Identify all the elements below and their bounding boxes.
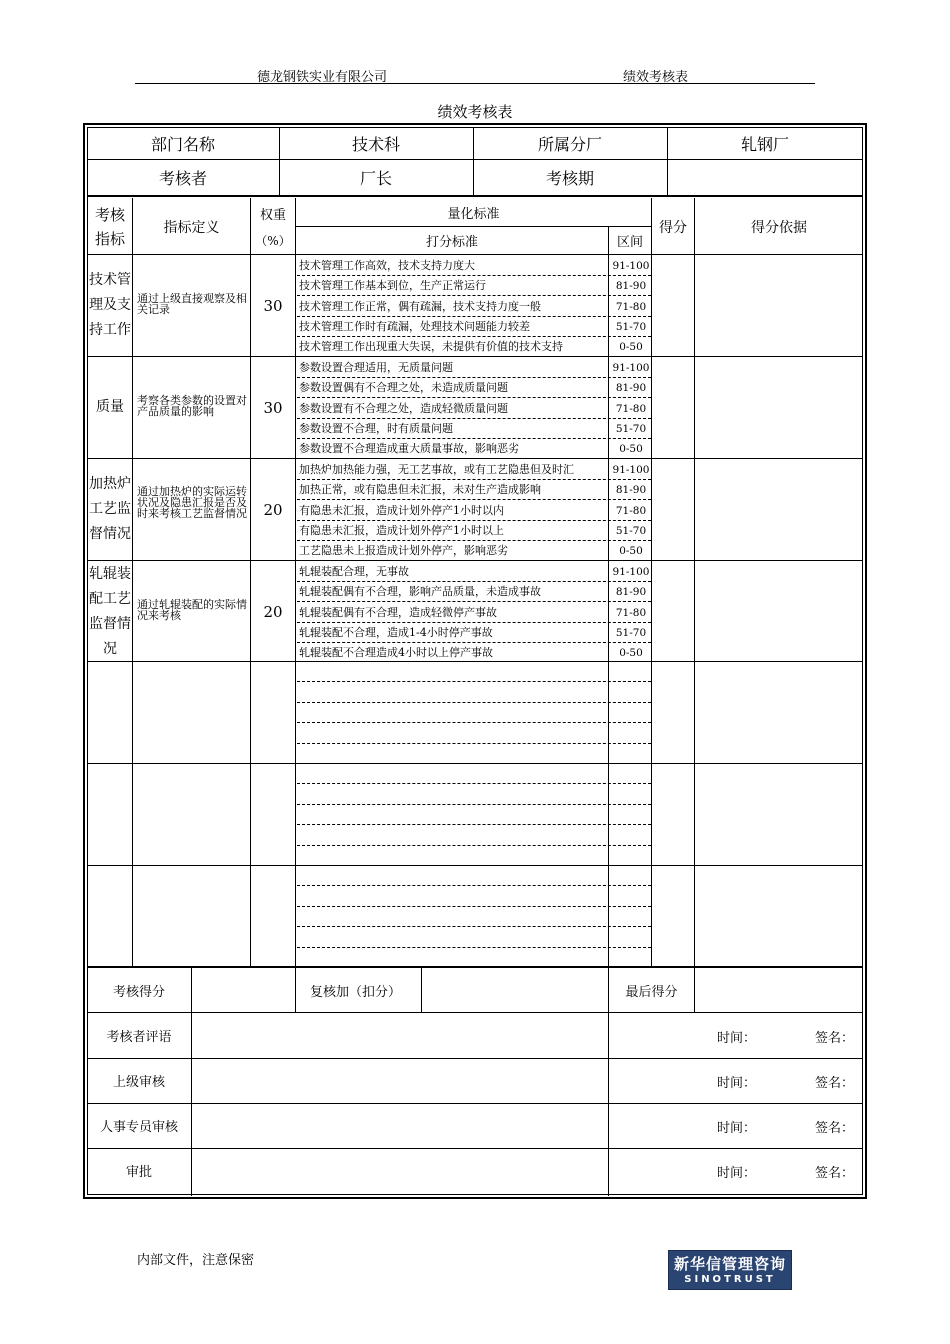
score-label: 考核得分 [112,984,165,1000]
criterion-dash-line [297,622,651,623]
criterion-range: 51-70 [615,422,647,435]
criterion-dash-line [297,438,651,439]
blank-row-indicator-input[interactable] [88,662,132,763]
criterion-range: 51-70 [615,524,647,537]
col-header-weight-unit: （%） [255,234,291,248]
criterion-dash-line [297,336,651,337]
criterion-range: 91-100 [612,362,650,374]
criterion-dash-line [297,316,651,317]
dept-label: 部门名称 [150,134,215,154]
approval-time-label: 时间： [717,1076,757,1091]
blank-row-weight-input[interactable] [251,764,295,865]
criterion-text: 参数设置偶有不合理之处，未造成质量问题 [299,381,508,395]
criterion-text: 技术管理工作高效，技术支持力度大 [299,259,475,272]
criterion-dash-line [297,581,651,582]
indicator-name [88,561,132,662]
blank-row-score-input[interactable] [652,662,694,763]
blank-row-weight-input[interactable] [251,866,295,967]
col-header-score: 得分 [659,219,687,236]
logo-en-text: SINOTRUST [684,1273,776,1285]
approval-time-label: 时间： [717,1166,757,1181]
criterion-text: 有隐患未汇报，造成计划外停产1小时以内 [299,503,504,517]
blank-row-indicator-input[interactable] [88,866,132,967]
approval-sign-label: 签名： [815,1031,855,1046]
indicator-name-line: 质量 [96,399,124,415]
indicator-definition: 通过上级直接观察及相关记录 [137,292,247,316]
criterion-range: 0-50 [619,341,643,354]
branch-value[interactable]: 轧钢厂 [740,134,789,154]
info-section-bottom [87,195,863,197]
indicator-weight: 30 [263,398,283,417]
blank-row-definition-input[interactable] [133,764,250,865]
criterion-text: 轧辊装配偶有不合理，造成轻微停产事故 [299,605,497,619]
criterion-range: 81-90 [615,484,647,497]
indicator-basis-input[interactable] [695,561,863,662]
approval-label: 上级审核 [112,1075,165,1090]
indicator-name-line: 理及支 [89,297,131,313]
indicator-score-input[interactable] [652,255,694,356]
indicator-definition: 通过轧辊装配的实际情况来考核 [137,598,247,622]
criterion-dash-line [297,499,651,500]
indicator-name-line: 配工艺 [89,590,131,607]
indicator-name-line: 督情况 [89,526,131,542]
blank-row-scoring-input[interactable] [296,764,651,865]
criterion-range: 91-100 [612,464,650,476]
col-header-range: 区间 [616,235,643,250]
indicator-basis-input[interactable] [695,459,863,560]
blank-row-definition-input[interactable] [133,866,250,967]
indicator-score-input[interactable] [652,459,694,560]
criterion-range: 0-50 [619,647,643,660]
indicator-score-input[interactable] [652,561,694,662]
criterion-range: 81-90 [615,586,647,599]
col-header-basis: 得分依据 [751,219,807,236]
criterion-text: 参数设置不合理造成重大质量事故，影响恶劣 [299,442,519,456]
indicator-definition: 通过加热炉的实际运转状况及隐患汇报是否及时来考核工艺监督情况 [137,485,247,520]
indicator-name [88,255,132,356]
col-header-indicator: 考核指标 [94,206,125,248]
approval-comment-input[interactable] [192,1148,608,1193]
review-label: 复核加（扣分） [310,984,402,1000]
criterion-text: 工艺隐患未上报造成计划外停产，影响恶劣 [299,544,508,558]
criterion-range: 71-80 [615,402,647,415]
blank-row-basis-input[interactable] [695,866,863,967]
period-label: 考核期 [545,169,594,188]
criterion-range: 81-90 [615,280,647,293]
criterion-dash-line [297,520,651,521]
criterion-dash-line [297,295,651,296]
confidential-note: 内部文件，注意保密 [137,1253,255,1268]
header-doc-name: 绩效考核表 [623,70,689,85]
criterion-range: 0-50 [619,443,643,456]
blank-row-score-input[interactable] [652,866,694,967]
indicator-name-line: 况 [103,640,117,657]
criterion-range: 91-100 [612,260,650,272]
criterion-range: 0-50 [619,545,643,558]
criterion-dash-line [297,540,651,541]
criterion-text: 技术管理工作正常，偶有疏漏，技术支持力度一般 [299,299,541,313]
criterion-text: 技术管理工作出现重大失误，未提供有价值的技术支持 [299,340,563,354]
criterion-dash-line [297,275,651,276]
col-header-definition: 指标定义 [163,219,220,236]
indicator-name-line: 工艺监 [89,501,131,517]
company-name: 德龙钢铁实业有限公司 [257,70,388,85]
approval-comment-input[interactable] [192,1058,608,1103]
criterion-dash-line [297,479,651,480]
approval-sign-label: 签名： [815,1121,855,1136]
col-header-quant: 量化标准 [447,207,500,222]
col-header-weight: 权重 [259,207,286,223]
indicator-basis-input[interactable] [695,357,863,458]
blank-row-scoring-input[interactable] [296,866,651,967]
indicator-name-line: 轧辊装 [89,565,131,582]
approval-time-label: 时间： [717,1031,757,1046]
approval-label: 审批 [125,1165,152,1180]
criterion-dash-line [297,601,651,602]
assessor-value[interactable]: 厂长 [359,169,392,188]
criterion-range: 81-90 [615,382,647,395]
indicator-basis-input[interactable] [695,255,863,356]
blank-row-definition-input[interactable] [133,662,250,763]
indicator-name-line: 持工作 [89,322,131,338]
approval-label: 人事专员审核 [99,1120,178,1135]
criterion-text: 轧辊装配不合理，造成1-4小时停产事故 [299,625,493,639]
approval-time-label: 时间： [717,1121,757,1136]
criterion-text: 技术管理工作时有疏漏，处理技术问题能力较差 [299,319,530,333]
criterion-range: 71-80 [615,300,647,313]
criterion-text: 参数设置合理适用，无质量问题 [299,361,453,374]
indicator-name-line: 加热炉 [89,476,131,492]
period-value[interactable] [667,160,863,195]
approval-sign-label: 签名： [815,1076,855,1091]
criterion-text: 轧辊装配偶有不合理，影响产品质量，未造成事故 [299,585,541,599]
criterion-range: 51-70 [615,320,647,333]
final-label: 最后得分 [625,984,678,1000]
indicator-name [88,357,132,458]
approval-sign-label: 签名： [815,1166,855,1181]
assessor-label: 考核者 [158,169,207,188]
blank-row-scoring-input[interactable] [296,662,651,763]
indicator-weight: 30 [263,296,283,315]
page-title: 绩效考核表 [437,103,513,121]
criterion-text: 技术管理工作基本到位，生产正常运行 [299,279,486,293]
criterion-range: 71-80 [615,504,647,517]
criterion-range: 51-70 [615,626,647,639]
criterion-range: 91-100 [612,566,650,578]
branch-label: 所属分厂 [537,134,602,154]
indicator-score-input[interactable] [652,357,694,458]
criterion-text: 轧辊装配不合理造成4小时以上停产事故 [299,646,493,660]
criterion-dash-line [297,397,651,398]
criterion-text: 有隐患未汇报，造成计划外停产1小时以上 [299,523,504,537]
criterion-dash-line [297,418,651,419]
blank-row-score-input[interactable] [652,764,694,865]
sinotrust-logo [668,1250,792,1290]
criterion-text: 轧辊装配合理，无事故 [299,565,409,578]
blank-row-basis-input[interactable] [695,662,863,763]
indicator-name-line: 监督情 [89,615,131,632]
criterion-dash-line [297,377,651,378]
criterion-text: 加热炉加热能力强，无工艺事故，或有工艺隐患但及时汇 [299,463,574,476]
dept-value[interactable]: 技术科 [351,134,400,154]
indicator-weight: 20 [263,500,283,519]
indicator-weight: 20 [263,602,283,621]
review-input[interactable] [422,968,608,1012]
approval-label: 考核者评语 [106,1030,172,1045]
approval-comment-input[interactable] [192,1103,608,1148]
criterion-range: 71-80 [615,606,647,619]
criterion-dash-line [297,642,651,643]
criterion-text: 参数设置有不合理之处，造成轻微质量问题 [299,401,508,415]
blank-row-weight-input[interactable] [251,662,295,763]
indicator-name-line: 技术管 [89,272,131,288]
approval-comment-input[interactable] [192,1013,608,1058]
indicator-definition: 考察各类参数的设置对产品质量的影响 [137,394,247,418]
criterion-text: 参数设置不合理，时有质量问题 [299,421,453,435]
header-rule [135,83,815,84]
final-input[interactable] [695,968,863,1012]
indicator-name [88,459,132,560]
score-input[interactable] [192,968,295,1012]
col-header-scoring: 打分标准 [425,235,478,250]
blank-row-indicator-input[interactable] [88,764,132,865]
logo-cn-text: 新华信管理咨询 [673,1254,786,1273]
criterion-text: 加热正常，或有隐患但未汇报，未对生产造成影响 [299,483,541,497]
blank-row-basis-input[interactable] [695,764,863,865]
